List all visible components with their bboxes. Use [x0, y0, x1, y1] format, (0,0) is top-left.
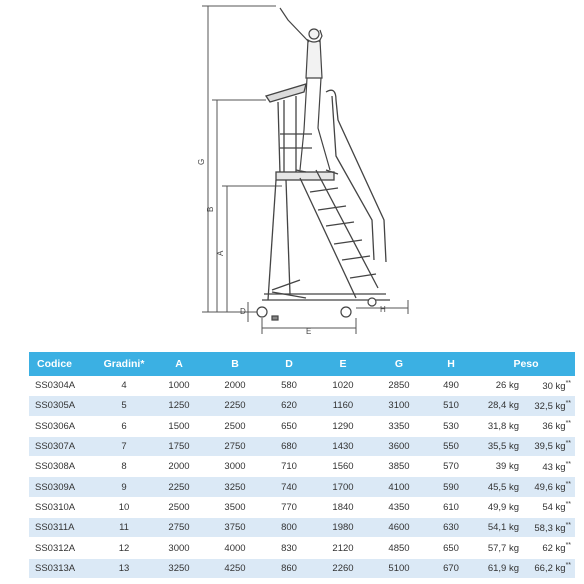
- cell-d: 650: [265, 416, 313, 436]
- cell-peso-2: 43 kg**: [523, 457, 575, 477]
- cell-codice: SS0313A: [29, 558, 95, 578]
- cell-codice: SS0304A: [29, 376, 95, 396]
- cell-codice: SS0310A: [29, 497, 95, 517]
- table-row: [29, 497, 575, 517]
- cell-d: 580: [265, 376, 313, 396]
- cell-h: 650: [425, 538, 477, 558]
- header-peso: Peso: [477, 352, 575, 376]
- cell-g: 5100: [373, 558, 425, 578]
- cell-g: 2850: [373, 376, 425, 396]
- table-row: [29, 457, 575, 477]
- front-wheel: [257, 307, 267, 317]
- cell-h: 610: [425, 497, 477, 517]
- cell-g: 3850: [373, 457, 425, 477]
- cell-codice: SS0305A: [29, 396, 95, 416]
- cell-a: 2250: [153, 477, 205, 497]
- cell-peso-2: 30 kg**: [523, 376, 575, 396]
- cell-a: 2750: [153, 518, 205, 538]
- cell-b: 3250: [205, 477, 265, 497]
- header-h: H: [425, 352, 477, 376]
- table-row: [29, 477, 575, 497]
- cell-peso-2: 54 kg**: [523, 497, 575, 517]
- cell-b: 2000: [205, 376, 265, 396]
- header-e: E: [313, 352, 373, 376]
- cell-e: 1560: [313, 457, 373, 477]
- label-b: B: [206, 206, 215, 212]
- header-codice: Codice: [29, 352, 95, 376]
- cell-h: 510: [425, 396, 477, 416]
- cell-gradini: 9: [95, 477, 153, 497]
- header-g: G: [373, 352, 425, 376]
- cell-codice: SS0309A: [29, 477, 95, 497]
- cell-codice: SS0306A: [29, 416, 95, 436]
- footnote-marker: **: [565, 399, 572, 407]
- cell-gradini: 10: [95, 497, 153, 517]
- cell-e: 1700: [313, 477, 373, 497]
- header-d: D: [265, 352, 313, 376]
- cell-a: 2500: [153, 497, 205, 517]
- cell-a: 1250: [153, 396, 205, 416]
- table-row: [29, 376, 575, 396]
- cell-a: 3000: [153, 538, 205, 558]
- cell-d: 710: [265, 457, 313, 477]
- cell-a: 1750: [153, 436, 205, 456]
- cell-peso-2: 32,5 kg**: [523, 396, 575, 416]
- cell-g: 4350: [373, 497, 425, 517]
- cell-b: 3500: [205, 497, 265, 517]
- footnote-marker: **: [565, 481, 572, 489]
- cell-h: 550: [425, 436, 477, 456]
- cell-b: 2500: [205, 416, 265, 436]
- cell-h: 570: [425, 457, 477, 477]
- specifications-table: [29, 352, 575, 579]
- cell-d: 800: [265, 518, 313, 538]
- cell-h: 670: [425, 558, 477, 578]
- footnote-marker: **: [565, 562, 572, 570]
- cell-gradini: 12: [95, 538, 153, 558]
- cell-e: 1980: [313, 518, 373, 538]
- cell-d: 830: [265, 538, 313, 558]
- footnote-marker: **: [565, 541, 572, 549]
- footnote-marker: **: [565, 501, 572, 509]
- header-b: B: [205, 352, 265, 376]
- cell-h: 630: [425, 518, 477, 538]
- cell-gradini: 13: [95, 558, 153, 578]
- cell-peso-1: 26 kg: [477, 376, 523, 396]
- wheels: [257, 298, 376, 320]
- table-row: [29, 518, 575, 538]
- cell-peso-2: 36 kg**: [523, 416, 575, 436]
- cell-peso-1: 45,5 kg: [477, 477, 523, 497]
- cell-g: 4100: [373, 477, 425, 497]
- cell-h: 590: [425, 477, 477, 497]
- footnote-marker: **: [565, 440, 572, 448]
- cell-a: 2000: [153, 457, 205, 477]
- table-row: [29, 558, 575, 578]
- footnote-marker: **: [565, 379, 572, 387]
- cell-b: 2750: [205, 436, 265, 456]
- table-row: [29, 538, 575, 558]
- footnote-marker: **: [565, 460, 572, 468]
- cell-codice: SS0311A: [29, 518, 95, 538]
- cell-e: 2260: [313, 558, 373, 578]
- cell-e: 1160: [313, 396, 373, 416]
- cell-d: 680: [265, 436, 313, 456]
- cell-peso-2: 58,3 kg**: [523, 518, 575, 538]
- cell-g: 3350: [373, 416, 425, 436]
- rear-wheel-2: [368, 298, 376, 306]
- table-row: [29, 436, 575, 456]
- cell-codice: SS0307A: [29, 436, 95, 456]
- cell-b: 3000: [205, 457, 265, 477]
- label-g: G: [197, 158, 206, 165]
- cell-g: 3600: [373, 436, 425, 456]
- ladder-frame: [262, 84, 390, 300]
- cell-e: 1290: [313, 416, 373, 436]
- cell-a: 1500: [153, 416, 205, 436]
- cell-peso-1: 39 kg: [477, 457, 523, 477]
- cell-b: 2250: [205, 396, 265, 416]
- dimension-labels: [197, 159, 386, 336]
- cell-gradini: 8: [95, 457, 153, 477]
- cell-g: 4850: [373, 538, 425, 558]
- cell-g: 3100: [373, 396, 425, 416]
- cell-peso-1: 61,9 kg: [477, 558, 523, 578]
- header-a: A: [153, 352, 205, 376]
- cell-d: 740: [265, 477, 313, 497]
- cell-d: 860: [265, 558, 313, 578]
- cell-peso-1: 57,7 kg: [477, 538, 523, 558]
- table-row: [29, 416, 575, 436]
- label-a: A: [216, 250, 225, 256]
- cell-h: 490: [425, 376, 477, 396]
- cell-gradini: 5: [95, 396, 153, 416]
- cell-peso-2: 49,6 kg**: [523, 477, 575, 497]
- cell-b: 3750: [205, 518, 265, 538]
- cell-b: 4250: [205, 558, 265, 578]
- label-e: E: [306, 327, 312, 336]
- footnote-marker: **: [565, 521, 572, 529]
- footnote-marker: **: [565, 420, 572, 428]
- cell-peso-2: 39,5 kg**: [523, 436, 575, 456]
- cell-b: 4000: [205, 538, 265, 558]
- cell-peso-1: 49,9 kg: [477, 497, 523, 517]
- cell-a: 3250: [153, 558, 205, 578]
- cell-g: 4600: [373, 518, 425, 538]
- cell-peso-2: 66,2 kg**: [523, 558, 575, 578]
- cell-gradini: 6: [95, 416, 153, 436]
- cell-e: 2120: [313, 538, 373, 558]
- cell-e: 1020: [313, 376, 373, 396]
- cell-peso-1: 54,1 kg: [477, 518, 523, 538]
- cell-peso-2: 62 kg**: [523, 538, 575, 558]
- cell-d: 620: [265, 396, 313, 416]
- header-gradini: Gradini*: [95, 352, 153, 376]
- table-row: [29, 396, 575, 416]
- cell-gradini: 4: [95, 376, 153, 396]
- cell-peso-1: 31,8 kg: [477, 416, 523, 436]
- cell-a: 1000: [153, 376, 205, 396]
- cell-peso-1: 35,5 kg: [477, 436, 523, 456]
- cell-e: 1430: [313, 436, 373, 456]
- cell-d: 770: [265, 497, 313, 517]
- cell-peso-1: 28,4 kg: [477, 396, 523, 416]
- label-d: D: [240, 307, 246, 316]
- cell-gradini: 7: [95, 436, 153, 456]
- cell-h: 530: [425, 416, 477, 436]
- rear-wheel: [341, 307, 351, 317]
- cell-codice: SS0312A: [29, 538, 95, 558]
- label-h: H: [380, 305, 386, 314]
- cell-gradini: 11: [95, 518, 153, 538]
- table-header-row: [29, 352, 575, 376]
- cell-codice: SS0308A: [29, 457, 95, 477]
- cell-e: 1840: [313, 497, 373, 517]
